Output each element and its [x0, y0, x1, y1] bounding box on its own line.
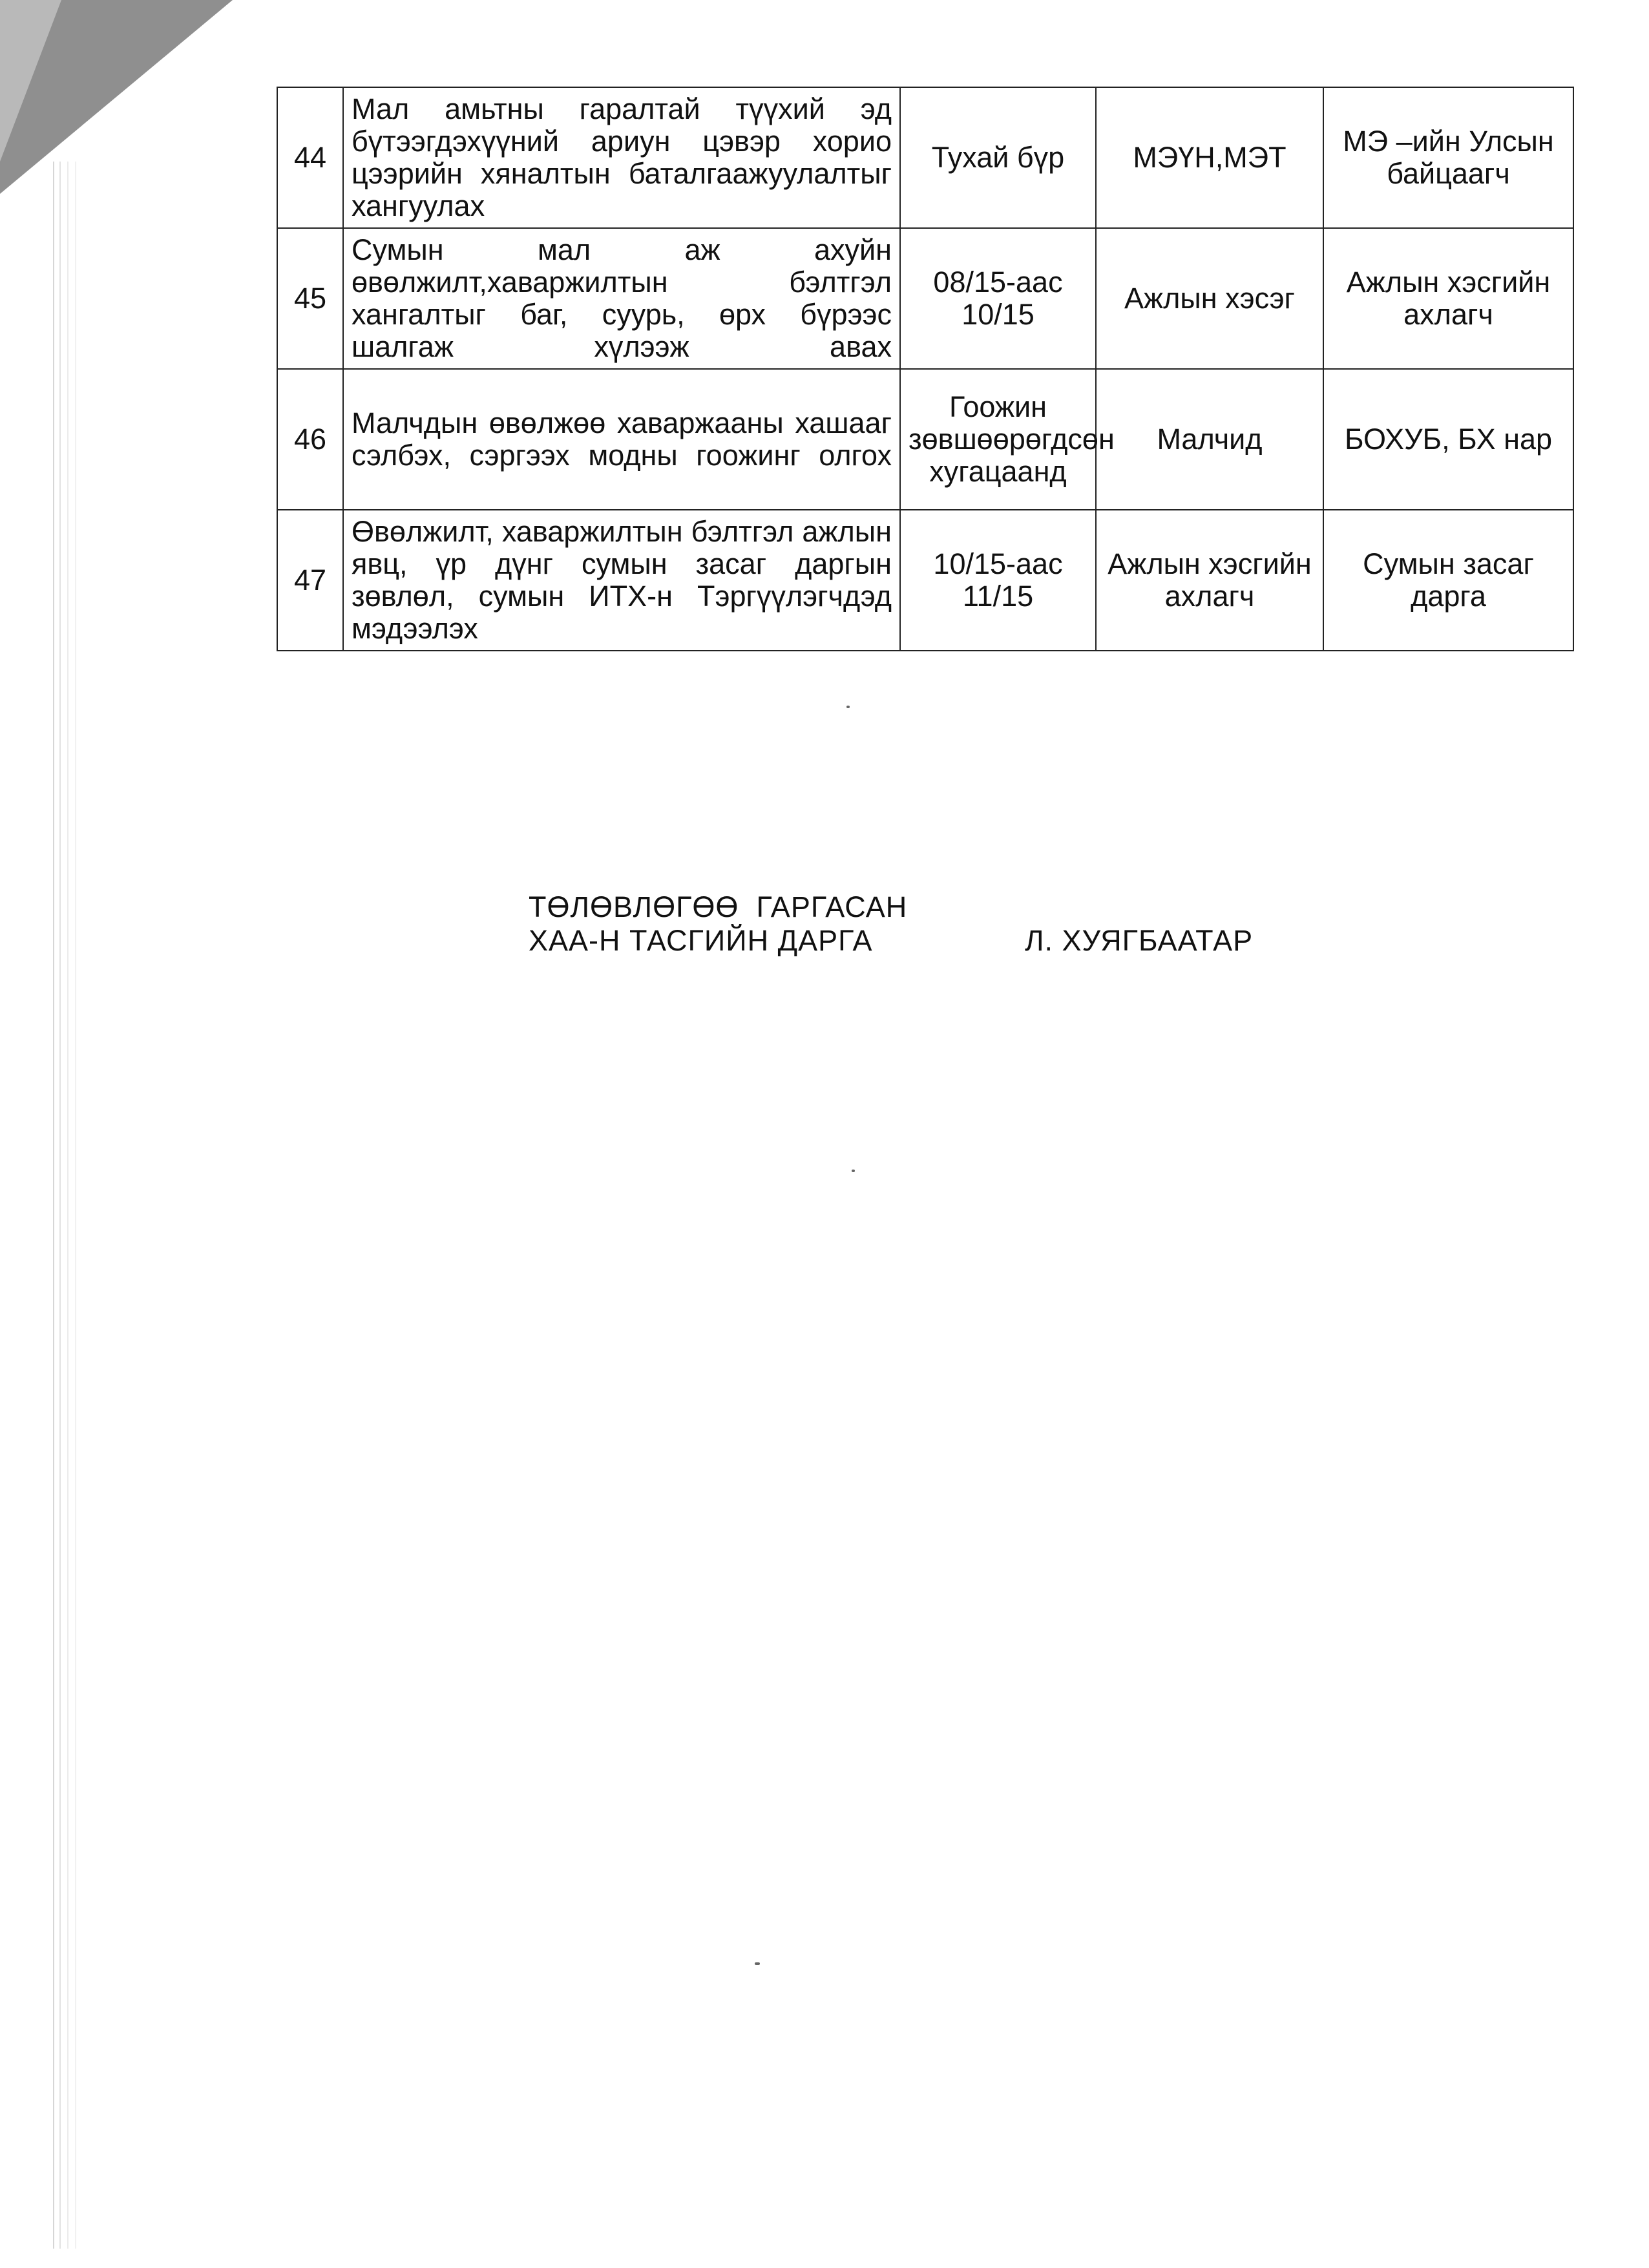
row-number: 46	[277, 369, 343, 510]
task-cell: Мал амьтны гаралтай түүхий эд бүтээгдэхүүний ариун цэвэр хорио цээрийн хяналтын баталгаажуулалтыг хангуулах	[343, 87, 900, 228]
executor-cell: Малчид	[1096, 369, 1323, 510]
signature-block	[529, 890, 907, 958]
table-row	[277, 510, 1573, 651]
signature-name: Л. ХУЯГБААТАР	[1025, 924, 1254, 957]
scan-page-edge	[53, 162, 54, 2249]
scan-page-edge	[59, 162, 61, 2249]
scan-fold-shadow	[0, 0, 61, 162]
task-cell: Өвөлжилт, хаваржилтын бэлтгэл ажлын явц, үр дүнг сумын засаг даргын зөвлөл, сумын ИТХ-н Тэргүүлэгчдэд мэдээлэх	[343, 510, 900, 651]
task-cell: Сумын мал аж ахуйн өвөлжилт,хаваржилтын бэлтгэл хангалтыг баг, суурь, өрх бүрээс шалгаж хүлээж авах	[343, 228, 900, 369]
row-number: 44	[277, 87, 343, 228]
row-number: 47	[277, 510, 343, 651]
row-number: 45	[277, 228, 343, 369]
time-cell: 10/15-аас 11/15	[900, 510, 1096, 651]
scan-page-edge	[67, 162, 68, 2249]
scan-speck	[852, 1170, 855, 1172]
task-cell: Малчдын өвөлжөө хаваржааны хашааг сэлбэх, сэргээх модны гоожинг олгох	[343, 369, 900, 510]
table-row	[277, 228, 1573, 369]
responsible-cell: Сумын засаг дарга	[1323, 510, 1573, 651]
scan-speck	[755, 1962, 760, 1965]
responsible-cell: БОХУБ, БХ нар	[1323, 369, 1573, 510]
plan-table	[277, 87, 1574, 651]
time-cell: Гоожин зөвшөөрөгдсөн хугацаанд	[900, 369, 1096, 510]
table-row	[277, 369, 1573, 510]
signature-title-line: ТӨЛӨВЛӨГӨӨ ГАРГАСАН	[529, 890, 908, 923]
executor-cell: Ажлын хэсгийн ахлагч	[1096, 510, 1323, 651]
executor-cell: Ажлын хэсэг	[1096, 228, 1323, 369]
scan-speck	[846, 706, 850, 708]
executor-cell: МЭҮН,МЭТ	[1096, 87, 1323, 228]
time-cell: Тухай бүр	[900, 87, 1096, 228]
time-cell: 08/15-аас 10/15	[900, 228, 1096, 369]
signature-position-line: ХАА-Н ТАСГИЙН ДАРГА	[529, 924, 873, 957]
responsible-cell: Ажлын хэсгийн ахлагч	[1323, 228, 1573, 369]
scan-page-edge	[75, 162, 76, 2249]
table-row	[277, 87, 1573, 228]
responsible-cell: МЭ –ийн Улсын байцаагч	[1323, 87, 1573, 228]
